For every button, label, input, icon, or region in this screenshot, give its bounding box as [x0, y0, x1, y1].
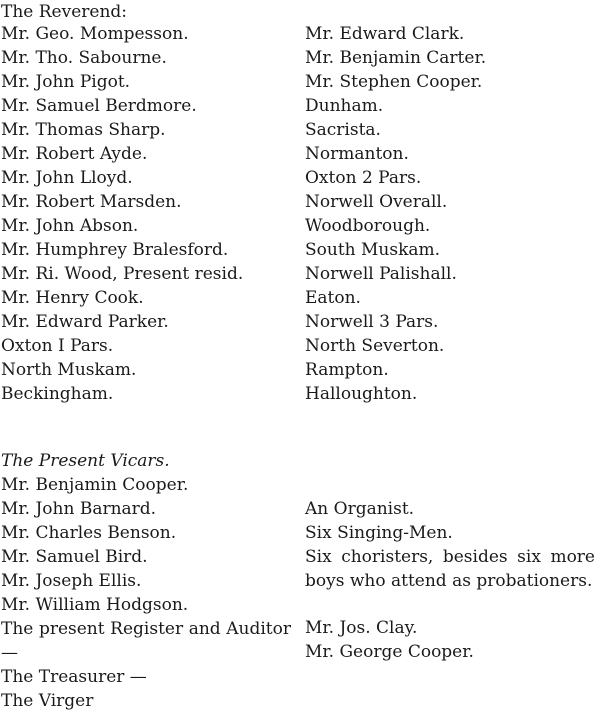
prebend-name: Halloughton. — [305, 384, 418, 404]
vicar-name: Mr. John Barnard. — [1, 499, 157, 519]
reverend-heading-block — [1, 0, 291, 24]
reverend-heading: The Reverend: — [1, 2, 128, 22]
reverend-name: Mr. Henry Cook. — [1, 288, 144, 308]
treasurer-name: Mr. George Cooper. — [305, 642, 474, 662]
prebend-name: Dunham. — [305, 96, 384, 116]
reverend-name: Mr. Thomas Sharp. — [1, 120, 166, 140]
vicars-left-column — [1, 449, 291, 713]
prebend-name: Woodborough. — [305, 216, 431, 236]
prebend-name: Norwell Palishall. — [305, 264, 457, 284]
vicars-heading: The Present Vicars. — [1, 451, 170, 471]
reverend-name: Mr. John Abson. — [1, 216, 139, 236]
prebend-name: Oxton 2 Pars. — [305, 168, 422, 188]
vicar-name: Mr. Samuel Bird. — [1, 547, 148, 567]
vicar-name: Mr. Joseph Ellis. — [1, 571, 142, 591]
reverend-left-column — [1, 22, 291, 406]
prebend-name: Norwell Overall. — [305, 192, 448, 212]
virger-label: The Virger — [1, 691, 94, 711]
prebend-name: Normanton. — [305, 144, 409, 164]
vicar-name: Mr. Charles Benson. — [1, 523, 177, 543]
choristers-note: Six choristers, besides six more boys who attend as probationers. — [305, 547, 595, 591]
reverend-name: Mr. Samuel Berdmore. — [1, 96, 197, 116]
prebend-name: Eaton. — [305, 288, 361, 308]
register-auditor-label: The present Register and Auditor — — [1, 619, 291, 663]
reverend-right-column — [305, 22, 595, 406]
staff-item: An Organist. — [305, 499, 415, 519]
reverend-name: Mr. Benjamin Carter. — [305, 48, 487, 68]
prebend-name: Beckingham. — [1, 384, 114, 404]
prebend-name: Norwell 3 Pars. — [305, 312, 439, 332]
reverend-name: Mr. Humphrey Bralesford. — [1, 240, 229, 260]
prebend-name: North Severton. — [305, 336, 445, 356]
reverend-name: Mr. John Lloyd. — [1, 168, 133, 188]
register-name: Mr. Jos. Clay. — [305, 618, 418, 638]
reverend-name: Mr. Edward Clark. — [305, 24, 465, 44]
prebend-name: Rampton. — [305, 360, 389, 380]
prebend-name: South Muskam. — [305, 240, 441, 260]
reverend-name: Mr. John Pigot. — [1, 72, 131, 92]
reverend-name: Mr. Stephen Cooper. — [305, 72, 483, 92]
reverend-name: Mr. Ri. Wood, Present resid. — [1, 264, 244, 284]
prebend-name: North Muskam. — [1, 360, 137, 380]
prebend-name: Sacrista. — [305, 120, 381, 140]
reverend-name: Mr. Robert Ayde. — [1, 144, 148, 164]
staff-item: Six Singing-Men. — [305, 523, 453, 543]
vicar-name: Mr. Benjamin Cooper. — [1, 475, 189, 495]
reverend-name: Mr. Edward Parker. — [1, 312, 169, 332]
reverend-name: Mr. Tho. Sabourne. — [1, 48, 167, 68]
reverend-name: Mr. Geo. Mompesson. — [1, 24, 189, 44]
treasurer-label: The Treasurer — — [1, 667, 147, 687]
prebend-name: Oxton I Pars. — [1, 336, 114, 356]
officers-right-column — [305, 616, 595, 664]
vicars-right-column — [305, 497, 595, 593]
vicar-name: Mr. William Hodgson. — [1, 595, 189, 615]
reverend-name: Mr. Robert Marsden. — [1, 192, 182, 212]
